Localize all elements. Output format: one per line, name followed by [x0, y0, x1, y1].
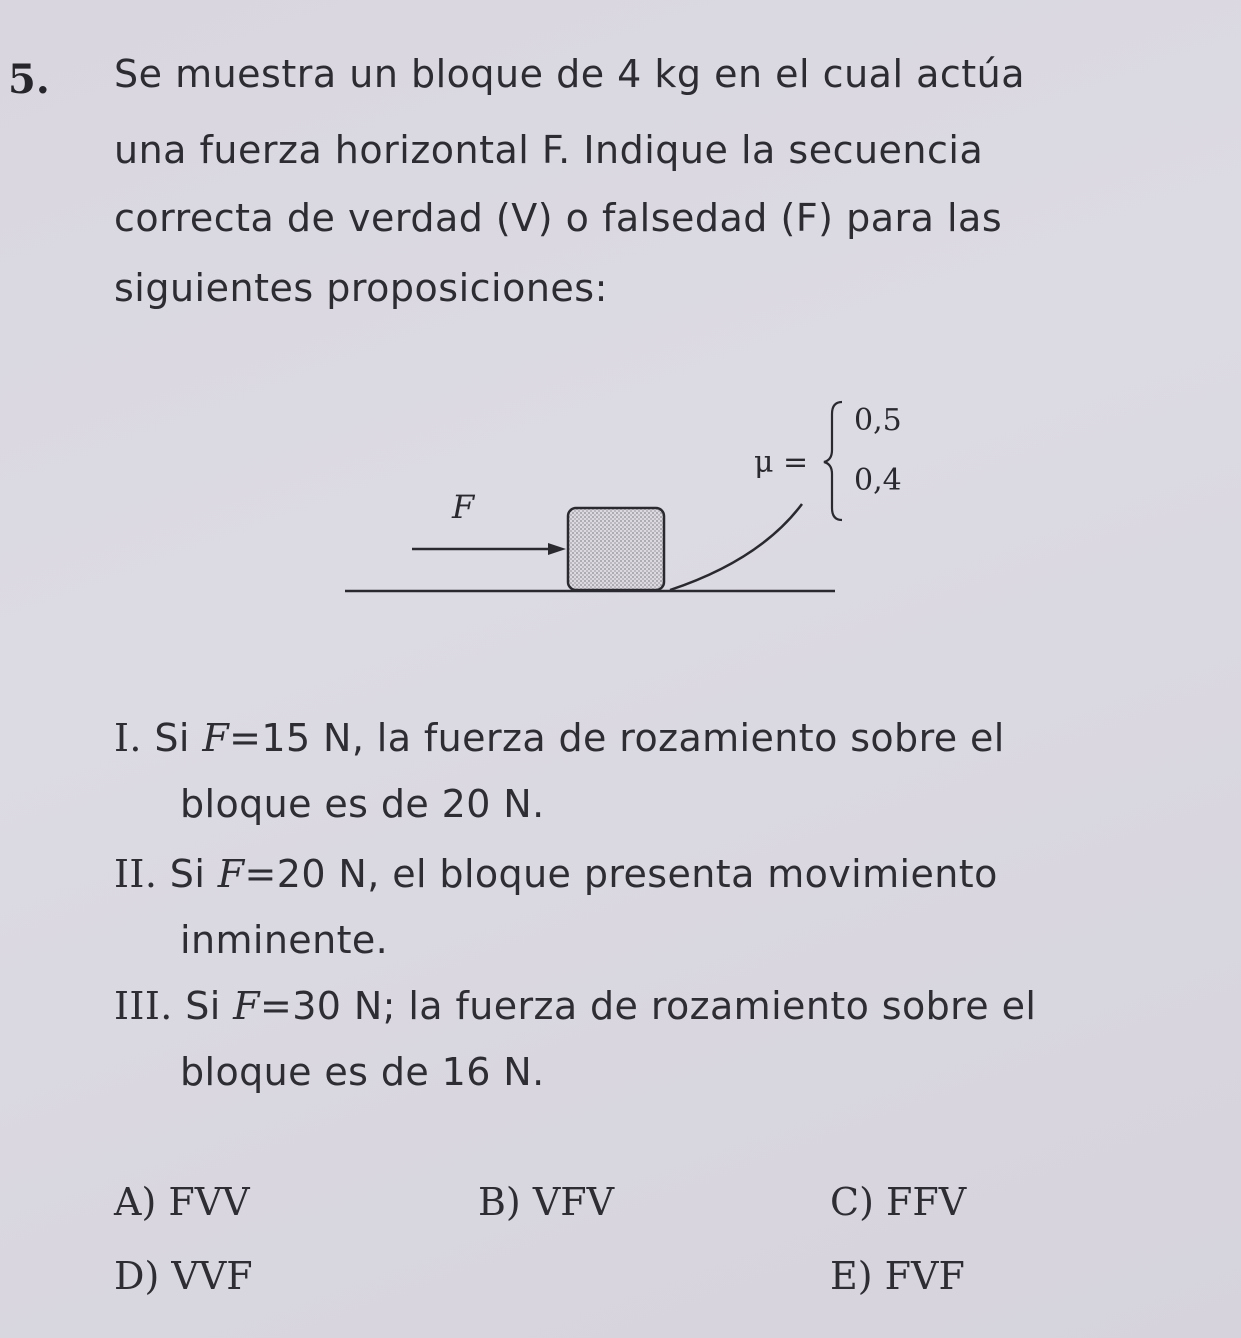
option-d[interactable]: D) VVF [114, 1254, 253, 1298]
force-arrowhead [548, 543, 566, 555]
option-a[interactable]: A) FVV [114, 1180, 250, 1224]
question-number: 5. [8, 56, 50, 103]
proposition-3-var: F [233, 984, 260, 1028]
proposition-2-pre: Si [169, 852, 206, 896]
proposition-2 [114, 852, 998, 896]
proposition-3 [114, 984, 1036, 1028]
proposition-2-var: F [217, 852, 245, 896]
proposition-3-pre: Si [185, 984, 221, 1028]
mu-static-value: 0,5 [854, 403, 902, 438]
option-e[interactable]: E) FVF [830, 1254, 965, 1298]
question-text-line-2: una fuerza horizontal F. Indique la secuencia [114, 128, 984, 172]
option-c[interactable]: C) FFV [830, 1180, 967, 1224]
proposition-3-eq: =30 N [259, 984, 383, 1028]
friction-pointer [670, 504, 802, 590]
proposition-1-roman: I. [114, 716, 142, 760]
mu-label: μ = [754, 445, 809, 480]
proposition-3-rest: ; la fuerza de rozamiento sobre el [382, 984, 1037, 1028]
question-text-line-1: Se muestra un bloque de 4 kg en el cual actúa [114, 52, 1026, 96]
option-b[interactable]: B) VFV [478, 1180, 615, 1224]
proposition-1-var: F [202, 716, 230, 760]
block-diagram [340, 380, 940, 620]
proposition-1-continuation: bloque es de 20 N. [180, 782, 545, 826]
proposition-2-eq: =20 N [244, 852, 368, 896]
block [568, 508, 664, 590]
proposition-1-pre: Si [154, 716, 190, 760]
proposition-1-eq: =15 N [229, 716, 352, 760]
question-text-line-4: siguientes proposiciones: [114, 266, 608, 310]
proposition-2-roman: II. [114, 852, 158, 896]
force-label: F [452, 488, 475, 526]
proposition-2-rest: , el bloque presenta movimiento [367, 852, 998, 896]
question-text-line-3: correcta de verdad (V) o falsedad (F) para las [114, 196, 1003, 240]
proposition-3-continuation: bloque es de 16 N. [180, 1050, 545, 1094]
mu-brace [824, 402, 842, 520]
proposition-1 [114, 716, 1005, 760]
proposition-3-roman: III. [114, 984, 173, 1028]
proposition-1-rest: , la fuerza de rozamiento sobre el [351, 716, 1005, 760]
proposition-2-continuation: inminente. [180, 918, 389, 962]
mu-kinetic-value: 0,4 [854, 463, 902, 498]
